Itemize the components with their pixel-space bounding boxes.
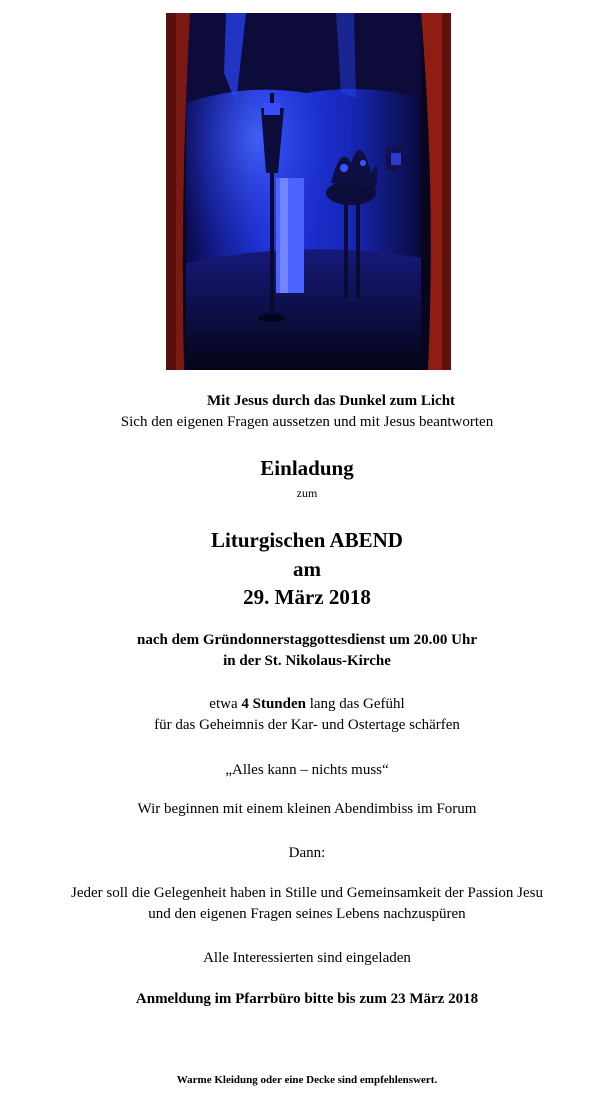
duration-line [0, 696, 614, 713]
duration-pre: etwa [209, 696, 242, 712]
event-title: Liturgischen ABEND [211, 528, 403, 552]
quote: „Alles kann – nichts muss“ [225, 762, 389, 778]
duration-post: lang das Gefühl [305, 696, 405, 712]
time-line: nach dem Gründonnerstaggottesdienst um 20.00 Uhr [136, 632, 478, 648]
motto: Mit Jesus durch das Dunkel zum Licht [206, 393, 456, 409]
footer-note: Warme Kleidung oder eine Decke sind empfehlenswert. [176, 1074, 438, 1086]
duration-hours: 4 Stunden [241, 696, 306, 712]
registration: Anmeldung im Pfarrbüro bitte bis zum 23 März 2018 [135, 991, 479, 1007]
church-interior-photo [166, 13, 451, 370]
body-line-2: und den eigenen Fragen seines Lebens nachzuspüren [148, 906, 466, 922]
subtitle: Sich den eigenen Fragen aussetzen und mit Jesus beantworten [120, 414, 494, 430]
duration-line-2: für das Geheimnis der Kar- und Ostertage schärfen [154, 717, 460, 733]
invitation-title: Einladung [260, 456, 354, 480]
event-date: 29. März 2018 [243, 585, 371, 609]
then-text: Dann: [288, 845, 326, 861]
start-text: Wir beginnen mit einem kleinen Abendimbiss im Forum [137, 801, 477, 817]
zum-text: zum [296, 486, 318, 500]
body-line-1: Jeder soll die Gelegenheit haben in Stille und Gemeinsamkeit der Passion Jesu [71, 885, 543, 901]
am-text: am [293, 557, 321, 581]
invite-all: Alle Interessierten sind eingeladen [203, 950, 411, 966]
location-line: in der St. Nikolaus-Kirche [223, 653, 391, 669]
